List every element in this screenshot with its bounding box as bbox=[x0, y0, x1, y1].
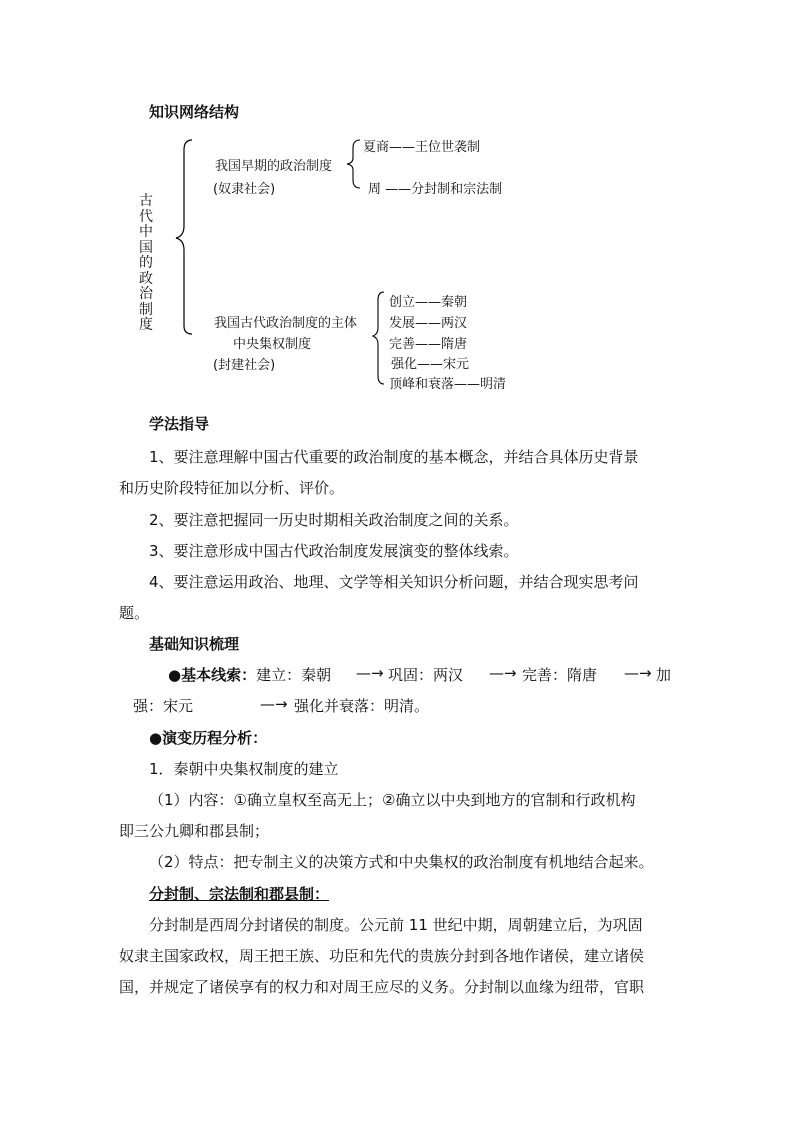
clue-item: 巩固：两汉 bbox=[388, 666, 464, 684]
qin-feature: （2）特点：把专制主义的决策方式和中央集权的政治制度有机地结合起来。 bbox=[149, 853, 654, 871]
clue-item: 完善：隋唐 bbox=[522, 666, 598, 684]
evolution-label: ●演变历程分析： bbox=[149, 729, 268, 747]
vertical-char: 治 bbox=[139, 286, 153, 302]
early-brace bbox=[347, 140, 360, 188]
early-item: 周 ——分封制和宗法制 bbox=[368, 182, 503, 197]
clue-arrow: —→ bbox=[356, 664, 384, 682]
qin-content-b: 即三公九卿和郡县制； bbox=[119, 822, 270, 840]
qin-title: 1．秦朝中央集权制度的建立 bbox=[149, 760, 339, 778]
qin-content-a: （1）内容：①确立皇权至高无上；②确立以中央到地方的官制和行政机构 bbox=[149, 791, 636, 809]
later-item: 创立——秦朝 bbox=[389, 295, 468, 310]
clue-arrow: —→ bbox=[624, 664, 652, 682]
clue-arrow: —→ bbox=[260, 695, 288, 713]
fenfeng-para-a: 分封制是西周分封诸侯的制度。公元前 11 世纪中期，周朝建立后，为巩固 bbox=[149, 916, 643, 934]
later-brace bbox=[373, 292, 384, 384]
clue-item: 加 bbox=[656, 666, 672, 684]
vertical-char: 古 bbox=[139, 193, 153, 209]
clue-item: 强化并衰落：明清。 bbox=[294, 697, 430, 715]
later-line1: 我国古代政治制度的主体 bbox=[214, 316, 358, 331]
later-line2: 中央集权制度 bbox=[233, 337, 312, 352]
vertical-char: 中 bbox=[139, 224, 153, 240]
clue-row bbox=[168, 664, 331, 685]
vertical-char: 度 bbox=[139, 317, 153, 333]
method-p3: 3、要注意形成中国古代政治制度发展演变的整体线索。 bbox=[149, 542, 519, 560]
clue-item: 强：宋元 bbox=[133, 697, 194, 715]
method-heading: 学法指导 bbox=[149, 415, 210, 433]
later-item: 强化——宋元 bbox=[391, 357, 470, 372]
method-p1b: 和历史阶段特征加以分析、评价。 bbox=[119, 479, 345, 497]
clue-arrow: —→ bbox=[489, 664, 517, 682]
vertical-char: 制 bbox=[139, 301, 153, 318]
vertical-title bbox=[138, 194, 154, 334]
clue-item: 建立：秦朝 bbox=[256, 666, 332, 684]
network-heading: 知识网络结构 bbox=[149, 103, 240, 121]
vertical-char: 的 bbox=[139, 255, 153, 271]
vertical-char: 代 bbox=[139, 208, 153, 225]
later-item: 顶峰和衰落——明清 bbox=[389, 377, 507, 392]
method-p2: 2、要注意把握同一历史时期相关政治制度之间的关系。 bbox=[149, 511, 519, 529]
later-line3: (封建社会) bbox=[213, 358, 276, 373]
method-p4a: 4、要注意运用政治、地理、文学等相关知识分析问题，并结合现实思考问 bbox=[149, 573, 639, 591]
early-line1: 我国早期的政治制度 bbox=[215, 159, 333, 174]
method-p4b: 题。 bbox=[119, 604, 150, 622]
later-item: 完善——隋唐 bbox=[389, 337, 468, 352]
fenfeng-para-c: 国，并规定了诸侯享有的权力和对周王应尽的义务。分封制以血缘为纽带，官职 bbox=[119, 978, 645, 996]
early-item: 夏商——王位世袭制 bbox=[363, 140, 481, 155]
early-line2: (奴隶社会) bbox=[213, 182, 276, 197]
vertical-char: 国 bbox=[139, 239, 153, 256]
later-item: 发展——两汉 bbox=[389, 316, 468, 331]
fenfeng-para-b: 奴隶主国家政权，周王把王族、功臣和先代的贵族分封到各地作诸侯，建立诸侯 bbox=[119, 947, 645, 965]
clue-label: ●基本线索： bbox=[168, 666, 257, 684]
fenfeng-heading: 分封制、宗法制和郡县制： bbox=[149, 885, 330, 903]
basics-heading: 基础知识梳理 bbox=[149, 635, 240, 653]
method-p1a: 1、要注意理解中国古代重要的政治制度的基本概念，并结合具体历史背景 bbox=[149, 448, 639, 466]
vertical-char: 政 bbox=[139, 270, 153, 287]
main-brace bbox=[176, 140, 192, 334]
